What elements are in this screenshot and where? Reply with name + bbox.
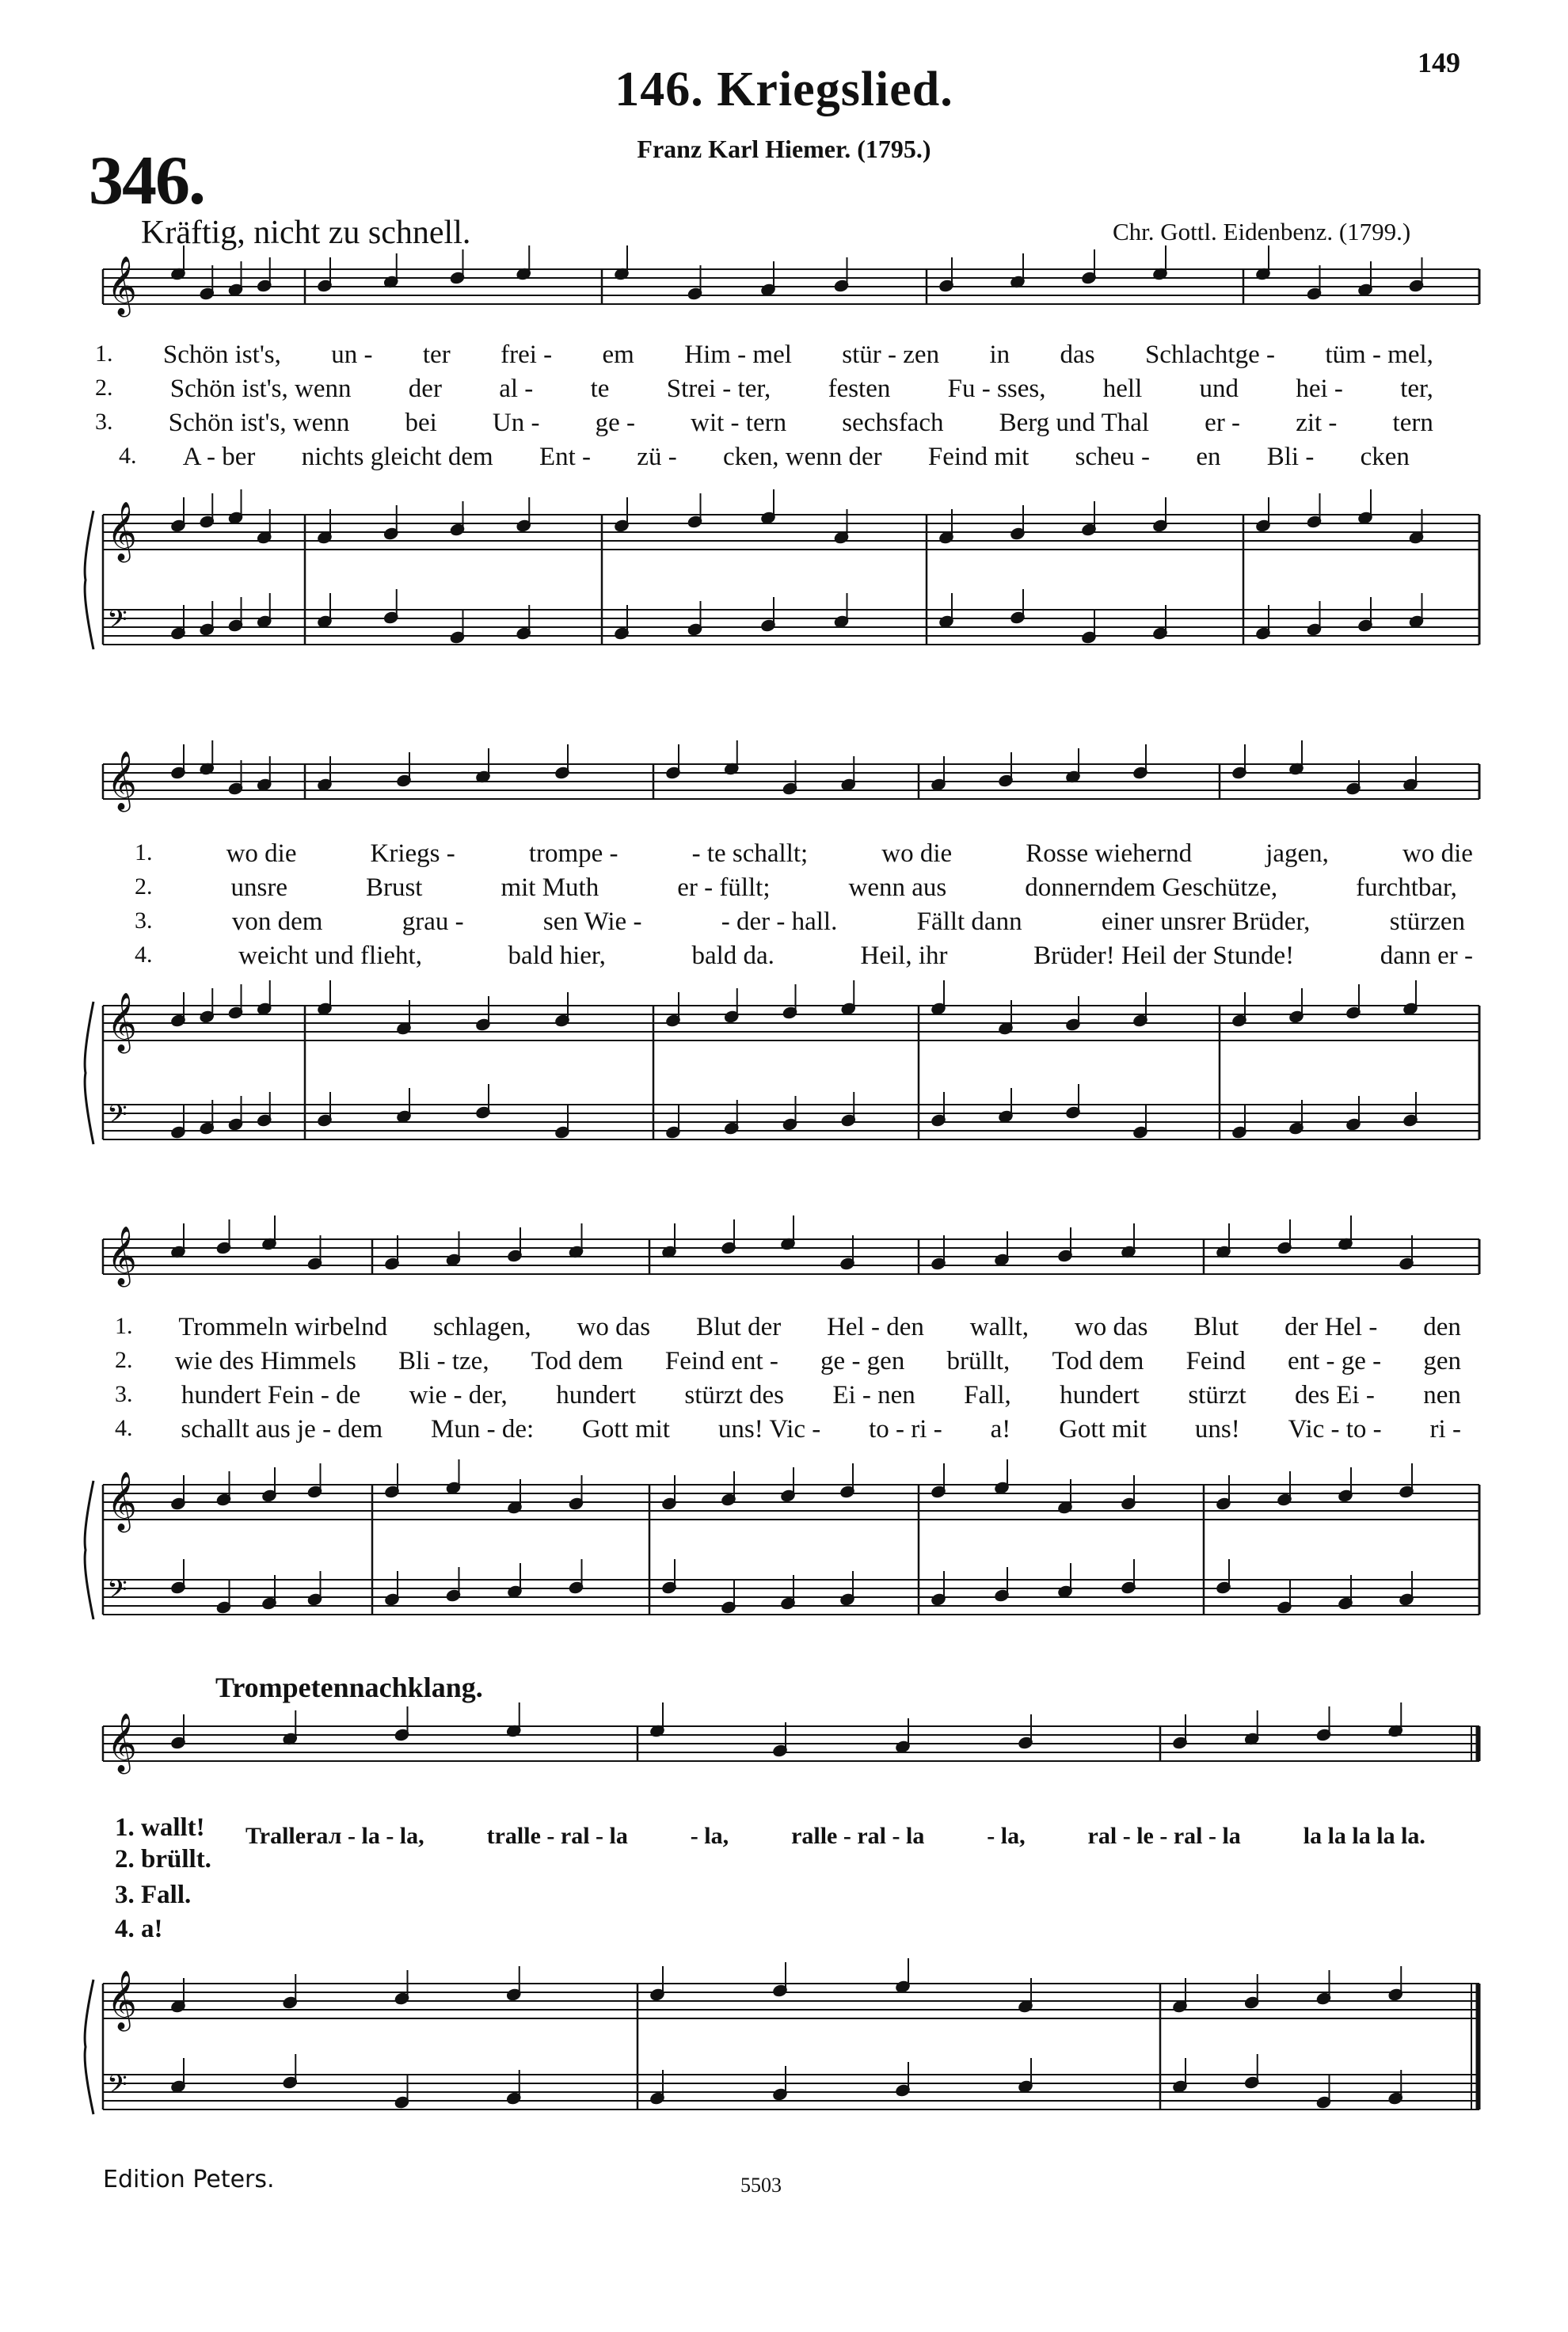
lyric-syllable: wallt, — [969, 1313, 1029, 1341]
lyric-syllable: wo das — [577, 1313, 651, 1341]
lyric-syllable: Ent - — [539, 443, 592, 471]
system-1-verse-2 — [95, 375, 1433, 404]
system-3-verse-4 — [115, 1415, 1461, 1444]
lyric-syllable: brüllt, — [946, 1347, 1010, 1375]
postlude-heading: Trompetennachklang. — [215, 1672, 483, 1703]
lyric-syllable: - der - hall. — [721, 907, 838, 936]
lyric-syllable: Hel - den — [827, 1313, 924, 1341]
lyric-syllable: Kriegs - — [370, 839, 455, 868]
verse-number: 1. — [115, 1313, 133, 1339]
lyric-syllable: wo die — [1402, 839, 1473, 868]
lyric-syllable: frei - — [500, 340, 553, 369]
lyric-syllable: der Hel - — [1284, 1313, 1378, 1341]
lyric-syllable: wo das — [1074, 1313, 1148, 1341]
lyric-syllable: mit Muth — [500, 873, 599, 902]
system-3-verse-2 — [115, 1347, 1461, 1376]
lyric-syllable: donnerndem Geschütze, — [1025, 873, 1278, 902]
lyric-syllable: grau - — [402, 907, 464, 936]
postlude-word: tralle - ral - la — [486, 1823, 628, 1849]
lyric-syllable: Feind — [1186, 1347, 1246, 1375]
lyric-syllable: cken — [1360, 443, 1410, 471]
lyric-syllable: al - — [499, 375, 534, 403]
verse-number: 3. — [95, 409, 113, 435]
system-2-verse-1 — [135, 839, 1473, 869]
treble-clef-icon: 𝄞 — [107, 502, 137, 561]
lyric-syllable: Feind mit — [927, 443, 1029, 471]
postlude-words — [245, 1823, 1425, 1850]
lyric-syllable: zit - — [1296, 409, 1338, 437]
publisher-imprint: Edition Peters. — [103, 2166, 275, 2193]
verse-number: 3. — [135, 907, 153, 934]
postlude-word: - la, — [690, 1823, 729, 1849]
lyric-syllable: wo die — [881, 839, 953, 868]
ending-4: 4. a! — [115, 1915, 163, 1943]
brace-icon — [85, 1481, 93, 1619]
lyric-syllable: em — [602, 340, 634, 369]
lyric-syllable: cken, wenn der — [722, 443, 882, 471]
lyric-syllable: Him - mel — [684, 340, 792, 369]
lyric-syllable: uns! Vic - — [717, 1415, 821, 1444]
lyric-syllable: den — [1423, 1313, 1461, 1341]
lyric-syllable: und — [1199, 375, 1239, 403]
treble-clef-icon: 𝄞 — [107, 993, 137, 1052]
system-2-verse-3 — [135, 907, 1465, 937]
lyric-syllable: nen — [1423, 1381, 1461, 1409]
lyric-syllable: ter — [422, 340, 451, 369]
lyric-syllable: Gott mit — [582, 1415, 670, 1444]
lyric-syllable: Brüder! Heil der Stunde! — [1033, 942, 1295, 970]
lyric-syllable: schallt aus je - dem — [181, 1415, 383, 1444]
lyric-syllable: Bli - tze, — [398, 1347, 489, 1375]
system-3-verse-1 — [115, 1313, 1461, 1342]
verse-number: 2. — [135, 873, 153, 900]
lyric-syllable: nichts gleicht dem — [301, 443, 493, 471]
system-2-verse-4 — [135, 942, 1473, 971]
lyric-syllable: Tod dem — [1052, 1347, 1144, 1375]
lyric-syllable: er - — [1205, 409, 1241, 437]
lyric-syllable: Tod dem — [531, 1347, 623, 1375]
poet-credit: Franz Karl Hiemer. (1795.) — [637, 135, 931, 163]
ending-2: 2. brüllt. — [115, 1845, 211, 1874]
verse-number: 4. — [119, 443, 137, 469]
lyric-syllable: ter, — [1400, 375, 1433, 403]
lyric-syllable: Bli - — [1266, 443, 1315, 471]
bass-clef-icon: 𝄢 — [107, 605, 127, 641]
lyric-syllable: Strei - ter, — [666, 375, 771, 403]
lyric-syllable: bald da. — [691, 942, 774, 970]
lyric-syllable: stürzt des — [684, 1381, 784, 1409]
lyric-syllable: furchtbar, — [1356, 873, 1457, 902]
lyric-syllable: Fällt dann — [916, 907, 1022, 936]
verse-number: 1. — [135, 839, 153, 865]
system-2-verse-2 — [135, 873, 1457, 903]
lyric-syllable: ge - — [595, 409, 635, 437]
lyric-syllable: schlagen, — [432, 1313, 531, 1341]
lyric-syllable: Blut der — [695, 1313, 782, 1341]
lyric-syllable: wenn aus — [848, 873, 947, 902]
verse-number: 2. — [95, 375, 113, 401]
verse-number: 1. — [95, 340, 113, 367]
system-1-verse-4 — [119, 443, 1410, 472]
lyric-syllable: Schön ist's, wenn — [168, 409, 350, 437]
bass-clef-icon: 𝄢 — [107, 2070, 127, 2106]
lyric-syllable: to - ri - — [869, 1415, 942, 1444]
lyric-syllable: Schön ist's, wenn — [169, 375, 352, 403]
lyric-syllable: A - ber — [182, 443, 256, 471]
lyric-syllable: Gott mit — [1059, 1415, 1147, 1444]
postlude-word: ralle - ral - la — [791, 1823, 925, 1849]
lyric-syllable: scheu - — [1075, 443, 1151, 471]
lyric-syllable: Blut — [1193, 1313, 1239, 1341]
lyric-syllable: hundert — [1060, 1381, 1140, 1409]
lyric-syllable: Heil, ihr — [860, 942, 948, 970]
lyric-syllable: bei — [405, 409, 437, 437]
plate-number: 5503 — [740, 2174, 782, 2197]
song-title: 146. Kriegslied. — [615, 63, 953, 116]
verse-number: 2. — [115, 1347, 133, 1373]
lyric-syllable: in — [989, 340, 1010, 369]
lyric-syllable: te — [590, 375, 610, 403]
system-3-verse-3 — [115, 1381, 1461, 1410]
lyric-syllable: - te schallt; — [691, 839, 809, 868]
lyric-syllable: Rosse wiehernd — [1026, 839, 1193, 868]
postlude-word: la la la la la. — [1303, 1823, 1425, 1849]
lyric-syllable: trompe - — [528, 839, 618, 868]
lyric-syllable: jagen, — [1265, 839, 1329, 868]
lyric-syllable: wit - tern — [691, 409, 787, 437]
lyric-syllable: ent - ge - — [1287, 1347, 1382, 1375]
brace-icon — [85, 1002, 93, 1144]
tempo-marking: Kräftig, nicht zu schnell. — [141, 215, 471, 251]
lyric-syllable: en — [1196, 443, 1221, 471]
lyric-syllable: a! — [990, 1415, 1011, 1444]
lyric-syllable: tern — [1392, 409, 1433, 437]
treble-clef-icon: 𝄞 — [107, 1971, 137, 2030]
lyric-syllable: uns! — [1194, 1415, 1240, 1444]
bass-clef-icon: 𝄢 — [107, 1575, 127, 1611]
lyric-syllable: bald hier, — [508, 942, 606, 970]
lyric-syllable: wie des Himmels — [174, 1347, 356, 1375]
lyric-syllable: von dem — [231, 907, 323, 936]
ending-1: 1. wallt! — [115, 1813, 205, 1842]
system-1-verse-3 — [95, 409, 1433, 438]
treble-clef-icon: 𝄞 — [107, 1714, 137, 1772]
lyric-syllable: einer unsrer Brüder, — [1101, 907, 1311, 936]
lyric-syllable: sen Wie - — [542, 907, 642, 936]
treble-clef-icon: 𝄞 — [107, 751, 137, 810]
lyric-syllable: Schön ist's, — [162, 340, 281, 369]
page-number: 149 — [1418, 47, 1460, 78]
verse-number: 4. — [115, 1415, 133, 1441]
lyric-syllable: hei - — [1296, 375, 1343, 403]
lyric-syllable: er - füllt; — [677, 873, 771, 902]
lyric-syllable: Brust — [365, 873, 423, 902]
lyric-syllable: festen — [828, 375, 891, 403]
lyric-syllable: Feind ent - — [664, 1347, 778, 1375]
lyric-syllable: Berg und Thal — [999, 409, 1150, 437]
lyric-syllable: ge - gen — [820, 1347, 905, 1375]
treble-clef-icon: 𝄞 — [107, 1472, 137, 1531]
lyric-syllable: Vic - to - — [1288, 1415, 1382, 1444]
brace-icon — [85, 1980, 93, 2114]
lyric-syllable: dann er - — [1380, 942, 1473, 970]
lyric-syllable: des Ei - — [1295, 1381, 1375, 1409]
lyric-syllable: hundert Fein - de — [181, 1381, 361, 1409]
treble-clef-icon: 𝄞 — [107, 1227, 137, 1285]
bass-clef-icon: 𝄢 — [107, 1100, 127, 1136]
lyric-syllable: hell — [1102, 375, 1143, 403]
lyric-syllable: unsre — [230, 873, 287, 902]
lyric-syllable: der — [408, 375, 442, 403]
lyric-syllable: ri - — [1429, 1415, 1461, 1444]
lyric-syllable: wo die — [226, 839, 297, 868]
lyric-syllable: Fall, — [964, 1381, 1011, 1409]
postlude-word: - la, — [987, 1823, 1026, 1849]
system-1-verse-1 — [95, 340, 1433, 370]
lyric-syllable: Fu - sses, — [947, 375, 1046, 403]
lyric-syllable: zü - — [637, 443, 677, 471]
postlude-word: Trallerал - la - la, — [245, 1823, 424, 1849]
postlude-word: ral - le - ral - la — [1087, 1823, 1241, 1849]
lyric-syllable: das — [1060, 340, 1095, 369]
lyric-syllable: hundert — [556, 1381, 636, 1409]
lyric-syllable: Ei - nen — [832, 1381, 915, 1409]
lyric-syllable: Trommeln wirbelnd — [178, 1313, 388, 1341]
lyric-syllable: un - — [331, 340, 373, 369]
lyric-syllable: wie - der, — [409, 1381, 508, 1409]
lyric-syllable: sechsfach — [842, 409, 944, 437]
lyric-syllable: stür - zen — [842, 340, 940, 369]
lyric-syllable: tüm - mel, — [1325, 340, 1433, 369]
ending-3: 3. Fall. — [115, 1881, 192, 1909]
verse-number: 3. — [115, 1381, 133, 1407]
brace-icon — [85, 511, 93, 649]
composer-credit: Chr. Gottl. Eidenbenz. (1799.) — [1113, 218, 1411, 245]
verse-number: 4. — [135, 942, 153, 968]
lyric-syllable: Schlachtge - — [1144, 340, 1275, 369]
lyric-syllable: Un - — [492, 409, 540, 437]
treble-clef-icon: 𝄞 — [107, 257, 137, 315]
lyric-syllable: Mun - de: — [431, 1415, 535, 1444]
lyric-syllable: stürzt — [1188, 1381, 1246, 1409]
song-number: 346. — [89, 143, 204, 219]
lyric-syllable: stürzen — [1389, 907, 1465, 936]
lyric-syllable: weicht und flieht, — [238, 942, 422, 970]
lyric-syllable: gen — [1423, 1347, 1461, 1375]
